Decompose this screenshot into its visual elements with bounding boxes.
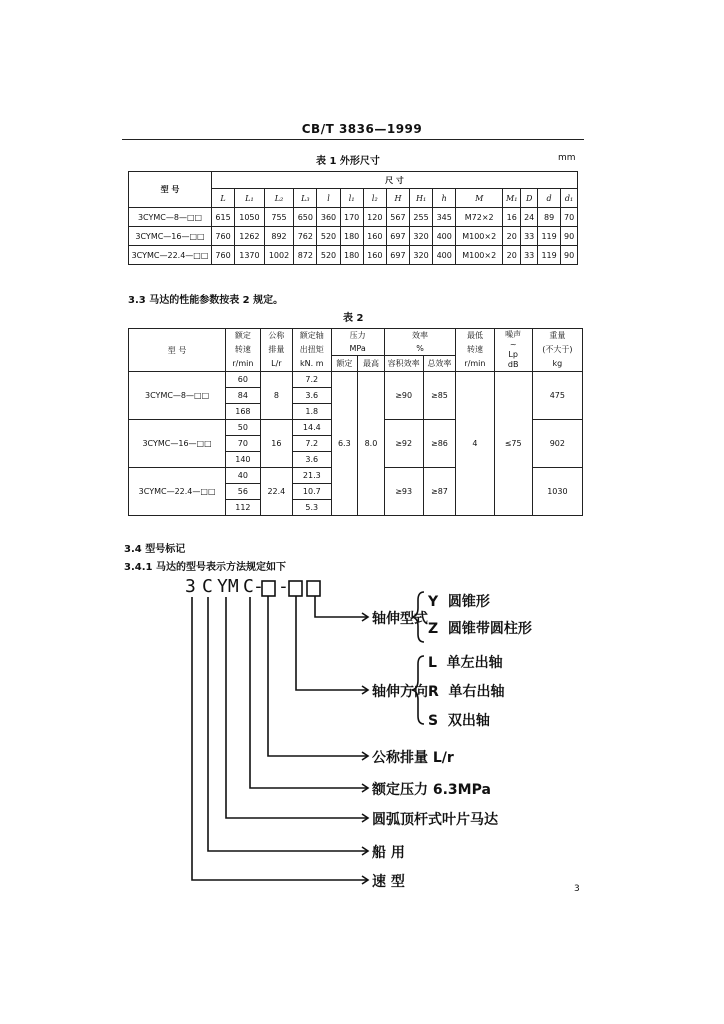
hdr-line: 效率 — [412, 331, 429, 340]
table2-rated-pressure-cell: 6.3 — [331, 372, 358, 516]
code-dash1: - — [253, 576, 264, 597]
table2-torque-cell: 14.4 — [293, 420, 331, 436]
hdr-line: 重量 — [549, 331, 566, 340]
table1-col-header: l — [317, 189, 340, 208]
direction-option-l — [428, 652, 503, 672]
hdr-line: 噪声 — [505, 330, 522, 339]
option-text: 双出轴 — [447, 713, 490, 729]
table1-value-cell: 760 — [212, 246, 235, 265]
table1-value-cell: 520 — [317, 227, 340, 246]
table2-speed-cell: 168 — [226, 404, 260, 420]
table1-col-header: L₃ — [294, 189, 317, 208]
table1-value-cell: 180 — [340, 246, 363, 265]
table2-model-cell: 3CYMC—8—□□ — [129, 372, 226, 420]
table2-min-speed-cell: 4 — [456, 372, 494, 516]
direction-option-s — [428, 710, 490, 730]
leader-disp — [268, 596, 368, 756]
hdr-line: 公称 — [268, 331, 285, 340]
hdr-line: ~ — [509, 340, 517, 349]
table1-col-header: h — [433, 189, 456, 208]
table2-torque-cell: 1.8 — [293, 404, 331, 420]
hdr-line: 转速 — [234, 345, 251, 354]
option-code: Z — [428, 621, 439, 637]
table1-col-header: d — [538, 189, 561, 208]
table2-tot-eff-header: 总效率 — [423, 356, 456, 372]
table1-col-header: L₁ — [235, 189, 265, 208]
table1-size-header: 尺 寸 — [212, 172, 578, 189]
table1-value-cell: 89 — [538, 208, 561, 227]
table1-model-cell: 3CYMC—16—□□ — [129, 227, 212, 246]
table1-value-cell: 90 — [561, 246, 578, 265]
bearing-option-y — [428, 591, 490, 611]
table1-value-cell: 20 — [503, 246, 521, 265]
table2-speed-cell: 56 — [226, 484, 260, 500]
hdr-line: 额定 — [234, 331, 251, 340]
table2-disp-cell: 8 — [260, 372, 292, 420]
table1-value-cell: 400 — [433, 227, 456, 246]
table1-model-cell: 3CYMC—22.4—□□ — [129, 246, 212, 265]
table1-col-header: L₂ — [264, 189, 294, 208]
hdr-line: Lp — [508, 350, 518, 359]
option-text: 单右出轴 — [448, 684, 505, 700]
table1-value-cell: 320 — [410, 227, 433, 246]
hdr-line: 出扭矩 — [299, 345, 324, 354]
table2-speed-cell: 140 — [226, 452, 260, 468]
code-box-direction — [289, 581, 302, 596]
table1-value-cell: 360 — [317, 208, 340, 227]
hdr-line: kg — [552, 359, 563, 368]
table1-value-cell: 400 — [433, 246, 456, 265]
table1-col-header: d₁ — [561, 189, 578, 208]
leader-use — [208, 597, 368, 851]
code-box-bearing — [307, 581, 320, 596]
table1-value-cell: 345 — [433, 208, 456, 227]
hdr-line: 压力 — [349, 331, 366, 340]
table2-speed-cell: 112 — [226, 500, 260, 516]
hdr-line: dB — [507, 360, 519, 369]
option-code: S — [428, 713, 439, 729]
code-letter-c1: C — [202, 576, 213, 597]
label-marine-use: 船 用 — [372, 845, 405, 861]
hdr-line: L/r — [271, 359, 282, 368]
table2-vol-eff-header: 容积效率 — [384, 356, 423, 372]
table1-col-header: D — [521, 189, 538, 208]
table1-col-header: L — [212, 189, 235, 208]
table2-caption: 表 2 — [343, 313, 364, 324]
table1-value-cell: 697 — [386, 227, 409, 246]
table1-value-cell: 170 — [340, 208, 363, 227]
table1-value-cell: 520 — [317, 246, 340, 265]
label-bearing-type: 轴伸型式 — [372, 611, 428, 627]
table1-col-header: H₁ — [410, 189, 433, 208]
table1-value-cell: 1370 — [235, 246, 265, 265]
option-code: L — [428, 655, 437, 671]
table2-speed-cell: 50 — [226, 420, 260, 436]
table2-disp-cell: 22.4 — [260, 468, 292, 516]
section-3-4-1: 3.4.1 马达的型号表示方法规定如下 — [124, 562, 286, 573]
table2-model-header: 型 号 — [129, 329, 226, 372]
table2-weight-cell: 1030 — [532, 468, 582, 516]
table2-speed-cell: 84 — [226, 388, 260, 404]
table2-tot-eff-cell: ≥87 — [423, 468, 456, 516]
table1-value-cell: 24 — [521, 208, 538, 227]
table1-unit: mm — [558, 153, 576, 163]
table2-model-cell: 3CYMC—22.4—□□ — [129, 468, 226, 516]
table1-value-cell: 762 — [294, 227, 317, 246]
bearing-option-z — [428, 618, 532, 638]
hdr-line: (不大于) — [542, 345, 573, 354]
table2-torque-cell: 10.7 — [293, 484, 331, 500]
table1-value-cell: M100×2 — [456, 227, 503, 246]
table2-vol-eff-cell: ≥93 — [384, 468, 423, 516]
label-motor-type: 圆弧顶杆式叶片马达 — [372, 812, 498, 828]
table2-model-cell: 3CYMC—16—□□ — [129, 420, 226, 468]
table2-weight-cell: 475 — [532, 372, 582, 420]
leader-speed — [192, 597, 368, 880]
hdr-line: 最低 — [466, 331, 483, 340]
table1-value-cell: 567 — [386, 208, 409, 227]
table1-value-cell: 33 — [521, 227, 538, 246]
hdr-line: % — [416, 344, 424, 353]
table2-torque-cell: 21.3 — [293, 468, 331, 484]
table1-value-cell: 892 — [264, 227, 294, 246]
table1-col-header: l₁ — [340, 189, 363, 208]
code-letters-ym: YM — [217, 576, 239, 597]
hdr-line: 额定轴 — [299, 331, 324, 340]
table2-tot-eff-cell: ≥85 — [423, 372, 456, 420]
table1-value-cell: 760 — [212, 227, 235, 246]
table1-value-cell: 33 — [521, 246, 538, 265]
table1-value-cell: M72×2 — [456, 208, 503, 227]
table2-disp-cell: 16 — [260, 420, 292, 468]
code-box-disp — [262, 581, 275, 596]
table1-value-cell: 20 — [503, 227, 521, 246]
option-code: Y — [428, 594, 439, 610]
table1-value-cell: 160 — [363, 227, 386, 246]
section-3-3: 3.3 马达的性能参数按表 2 规定。 — [128, 295, 284, 306]
hdr-line: MPa — [349, 344, 366, 353]
option-text: 圆锥形 — [447, 594, 490, 610]
table1-value-cell: 650 — [294, 208, 317, 227]
table1-caption: 表 1 外形尺寸 — [316, 156, 380, 167]
option-text: 单左出轴 — [446, 655, 503, 671]
code-digit-3: 3 — [185, 576, 196, 597]
table1-model-cell: 3CYMC—8—□□ — [129, 208, 212, 227]
hdr-line: 排量 — [268, 345, 285, 354]
label-shaft-direction: 轴伸方向 — [372, 684, 428, 700]
table1-model-header: 型 号 — [129, 172, 212, 208]
leader-bearing — [315, 596, 368, 617]
table1-value-cell: 90 — [561, 227, 578, 246]
table2-rated-pressure-header: 额定 — [331, 356, 358, 372]
table2-tot-eff-cell: ≥86 — [423, 420, 456, 468]
label-nominal-displacement: 公称排量 L/r — [372, 750, 454, 766]
table1-value-cell: M100×2 — [456, 246, 503, 265]
table2-torque-cell: 3.6 — [293, 388, 331, 404]
section-3-4: 3.4 型号标记 — [124, 544, 186, 555]
table1-value-cell: 119 — [538, 246, 561, 265]
table2-vol-eff-cell: ≥92 — [384, 420, 423, 468]
document-header: CB/T 3836—1999 — [301, 122, 423, 136]
table1-value-cell: 180 — [340, 227, 363, 246]
table1-value-cell: 1050 — [235, 208, 265, 227]
leader-type — [226, 597, 368, 818]
table2-speed-cell: 60 — [226, 372, 260, 388]
table2-torque-cell: 7.2 — [293, 436, 331, 452]
table1-value-cell: 320 — [410, 246, 433, 265]
hdr-line: r/min — [232, 359, 254, 368]
page-number: 3 — [574, 884, 580, 894]
direction-option-r — [428, 681, 505, 701]
table2-torque-cell: 5.3 — [293, 500, 331, 516]
option-text: 圆锥带圆柱形 — [447, 621, 532, 637]
table2-torque-cell: 7.2 — [293, 372, 331, 388]
table2-weight-cell: 902 — [532, 420, 582, 468]
hdr-line: 转速 — [466, 345, 483, 354]
option-code: R — [428, 684, 439, 700]
hdr-line: r/min — [464, 359, 486, 368]
table1-value-cell: 1002 — [264, 246, 294, 265]
table2-speed-cell: 40 — [226, 468, 260, 484]
table2-max-pressure-cell: 8.0 — [358, 372, 385, 516]
table1-value-cell: 1262 — [235, 227, 265, 246]
table1-value-cell: 872 — [294, 246, 317, 265]
table1-col-header: l₂ — [363, 189, 386, 208]
table1-value-cell: 119 — [538, 227, 561, 246]
table1-col-header: M₁ — [503, 189, 521, 208]
leader-direction — [296, 596, 368, 690]
code-letter-c2: C — [243, 576, 254, 597]
label-speed-type: 速 型 — [372, 874, 405, 890]
table1-value-cell: 615 — [212, 208, 235, 227]
table2-vol-eff-cell: ≥90 — [384, 372, 423, 420]
table2-torque-cell: 3.6 — [293, 452, 331, 468]
hdr-line: kN. m — [300, 359, 324, 368]
table2-max-pressure-header: 最高 — [358, 356, 385, 372]
table1-value-cell: 755 — [264, 208, 294, 227]
table1-value-cell: 70 — [561, 208, 578, 227]
table1-value-cell: 120 — [363, 208, 386, 227]
label-rated-pressure: 额定压力 6.3MPa — [372, 782, 491, 798]
table2-speed-cell: 70 — [226, 436, 260, 452]
table1-value-cell: 255 — [410, 208, 433, 227]
table1-value-cell: 697 — [386, 246, 409, 265]
table1-col-header: M — [456, 189, 503, 208]
table1-col-header: H — [386, 189, 409, 208]
table2-noise-cell: ≤75 — [494, 372, 532, 516]
code-dash2: - — [278, 576, 289, 597]
table1-value-cell: 160 — [363, 246, 386, 265]
table1-value-cell: 16 — [503, 208, 521, 227]
